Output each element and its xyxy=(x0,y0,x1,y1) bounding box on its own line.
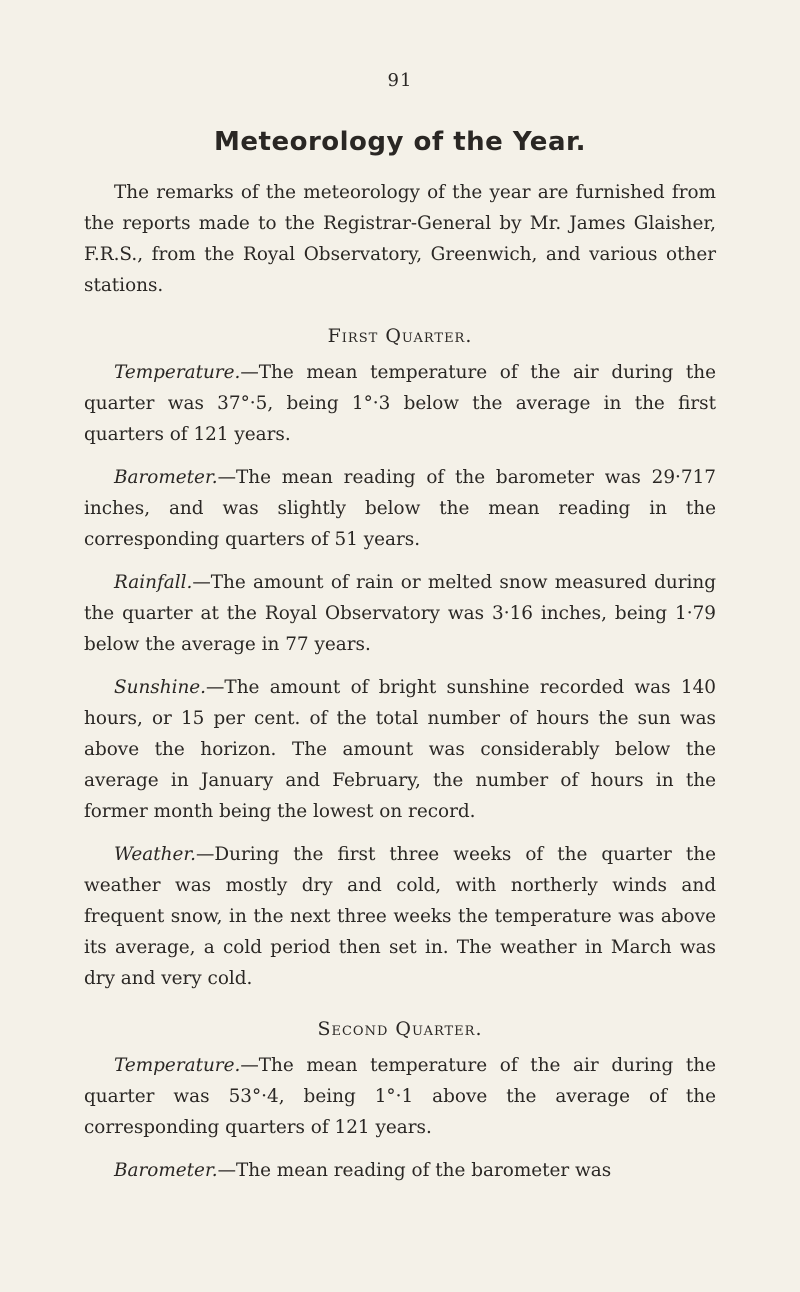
paragraph-text: —The mean reading of the barometer was 29·717 inches, and was slightly below the mean reading in the corresponding quarters of 51 years. xyxy=(84,467,716,550)
paragraph-text: —The amount of rain or melted snow measured during the quarter at the Royal Observatory was 3·16 inches, being 1·79 below the average in 77 years. xyxy=(84,572,716,655)
paragraph-temperature-q2 xyxy=(84,1050,716,1143)
paragraph-label: Weather. xyxy=(114,844,196,865)
page-title: Meteorology of the Year. xyxy=(214,127,586,157)
paragraph-label: Temperature. xyxy=(114,362,241,383)
intro-paragraph: The remarks of the meteorology of the year are furnished from the reports made to the Registrar-General by Mr. James Glaisher, F.R.S., from the Royal Observatory, Greenwich, and various other stations. xyxy=(84,182,716,296)
paragraph-text: —The mean reading of the barometer was xyxy=(217,1160,612,1181)
section-heading-first-quarter: First Quarter. xyxy=(327,325,473,347)
paragraph-text: —The mean temperature of the air during the quarter was 37°·5, being 1°·3 below the average in the first quarters of 121 years. xyxy=(84,362,716,445)
paragraph-text: —During the first three weeks of the quarter the weather was mostly dry and cold, with northerly winds and frequent snow, in the next three weeks the temperature was above its average, a cold period then set in. The weather in March was dry and very cold. xyxy=(84,844,716,989)
paragraph-label: Sunshine. xyxy=(114,677,207,698)
paragraph-weather-q1 xyxy=(84,839,716,994)
paragraph-rainfall-q1 xyxy=(84,567,716,660)
paragraph-text: —The amount of bright sunshine recorded was 140 hours, or 15 per cent. of the total number of hours the sun was above the horizon. The amount was considerably below the average in January and February, the number of hours in the former month being the lowest on record. xyxy=(84,677,716,822)
paragraph-label: Rainfall. xyxy=(114,572,193,593)
paragraph-temperature-q1 xyxy=(84,357,716,450)
section-heading-second-quarter: Second Quarter. xyxy=(317,1018,483,1040)
paragraph-label: Barometer. xyxy=(114,1160,218,1181)
paragraph-sunshine-q1 xyxy=(84,672,716,827)
page-number: 91 xyxy=(387,70,413,91)
paragraph-barometer-q2 xyxy=(84,1155,716,1186)
paragraph-label: Temperature. xyxy=(114,1055,241,1076)
paragraph-barometer-q1 xyxy=(84,462,716,555)
paragraph-text: —The mean temperature of the air during the quarter was 53°·4, being 1°·1 above the average of the corresponding quarters of 121 years. xyxy=(84,1055,716,1138)
paragraph-label: Barometer. xyxy=(114,467,218,488)
